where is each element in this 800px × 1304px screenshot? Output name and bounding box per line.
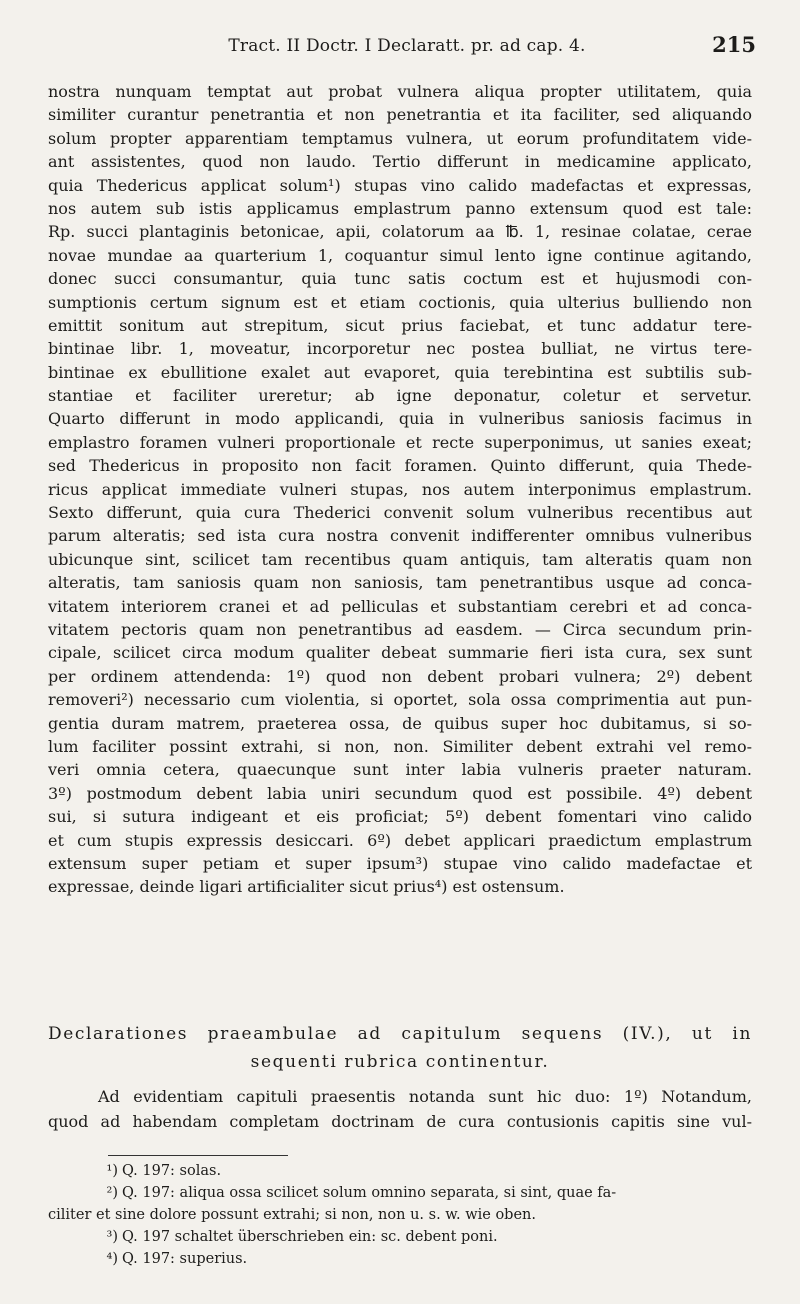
text-line: removeri²) necessario cum violentia, si oportet, sola ossa comprimentia aut pun- — [48, 690, 752, 710]
text-line: bintinae libr. 1, moveatur, incorporetur nec postea bulliat, ne virtus tere- — [48, 339, 752, 359]
footnote-line — [48, 1160, 752, 1182]
footnote-rule — [108, 1155, 288, 1156]
text-line: expressae, deinde ligari artificialiter sicut prius⁴) est ostensum. — [48, 877, 565, 897]
text-line: parum alteratis; sed ista cura nostra convenit indifferenter omnibus vulneribus — [48, 526, 752, 546]
text-line: novae mundae aa quarterium 1, coquantur simul lento igne continue agitando, — [48, 245, 752, 265]
text-line: per ordinem attendenda: 1º) quod non debent probari vulnera; 2º) debent — [48, 666, 752, 686]
text-line: nos autem sub istis applicamus emplastrum panno extensum quod est tale: — [48, 198, 752, 218]
text-line: ant assistentes, quod non laudo. Tertio differunt in medicamine applicato, — [48, 152, 752, 172]
text-line: sui, si sutura indigeant et eis proficiat; 5º) debent fomentari vino calido — [48, 807, 752, 827]
text-line: emplastro foramen vulneri proportionale et recte superponimus, ut sanies exeat; — [48, 432, 752, 452]
text-line: stantiae et faciliter ureretur; ab igne deponatur, coletur et servetur. — [48, 386, 752, 406]
footnote-mark: ⁴) — [106, 1251, 118, 1267]
section-heading — [48, 1020, 752, 1076]
footnote-text: Q. 197: aliqua ossa scilicet solum omnino separata, si sint, quae fa- — [122, 1185, 617, 1201]
footnote-line — [48, 1204, 752, 1226]
footnotes — [48, 1160, 752, 1270]
text-line: Rp. succi plantaginis betonicae, apii, colatorum aa ℔. 1, resinae colatae, cerae — [48, 222, 752, 242]
text-line: similiter curantur penetrantia et non penetrantia et ita faciliter, sed aliquando — [48, 105, 752, 125]
page-header — [58, 32, 756, 66]
text-line: veri omnia cetera, quaecunque sunt inter labia vulneris praeter naturam. — [48, 760, 752, 780]
text-line: gentia duram matrem, praeterea ossa, de quibus super hoc dubitamus, si so- — [48, 713, 752, 733]
page-number: 215 — [712, 32, 756, 57]
text-line: cipale, scilicet circa modum qualiter debeat summarie fieri ista cura, sex sunt — [48, 643, 752, 663]
text-line: ubicunque sint, scilicet tam recentibus quam antiquis, tam alteratis quam non — [48, 549, 752, 569]
text-line: quod ad habendam completam doctrinam de cura contusionis capitis sine vul- — [48, 1112, 752, 1131]
footnote-line — [48, 1226, 752, 1248]
footnote-text: Q. 197: superius. — [122, 1251, 248, 1267]
text-line: extensum super petiam et super ipsum³) stupae vino calido madefactae et — [48, 853, 752, 873]
heading-line: Declarationes praeambulae ad capitulum sequens (IV.), ut in — [48, 1024, 752, 1044]
footnote-line — [48, 1182, 752, 1204]
text-line: Quarto differunt in modo applicandi, quia in vulneribus saniosis facimus in — [48, 409, 752, 429]
footnote-text: Q. 197 schaltet überschrieben ein: sc. debent poni. — [122, 1229, 498, 1245]
text-line: et cum stupis expressis desiccari. 6º) debet applicari praedictum emplastrum — [48, 830, 752, 850]
text-line: sumptionis certum signum est et etiam coctionis, quia ulterius bulliendo non — [48, 292, 752, 312]
text-line: sed Thedericus in proposito non facit foramen. Quinto differunt, quia Thede- — [48, 456, 752, 476]
text-line: solum propter apparentiam temptamus vulnera, ut eorum profunditatem vide- — [48, 128, 752, 148]
footnote-text: Q. 197: solas. — [122, 1163, 222, 1179]
text-line: bintinae ex ebullitione exalet aut evaporet, quia terebintina est subtilis sub- — [48, 362, 752, 382]
intro-paragraph — [48, 1084, 752, 1134]
footnote-text: ciliter et sine dolore possunt extrahi; si non, non u. s. w. wie oben. — [48, 1207, 536, 1223]
text-line: vitatem pectoris quam non penetrantibus ad easdem. — Circa secundum prin- — [48, 619, 752, 639]
text-line: Sexto differunt, quia cura Thederici convenit solum vulneribus recentibus aut — [48, 503, 752, 523]
text-line: quia Thedericus applicat solum¹) stupas vino calido madefactas et expressas, — [48, 175, 752, 195]
text-line: nostra nunquam temptat aut probat vulnera aliqua propter utilitatem, quia — [48, 82, 752, 101]
text-line: donec succi consumantur, quia tunc satis coctum est et hujusmodi con- — [48, 269, 752, 289]
running-head: Tract. II Doctr. I Declaratt. pr. ad cap. 4. — [228, 36, 586, 56]
text-line: Ad evidentiam capituli praesentis notanda sunt hic duo: 1º) Notandum, — [98, 1087, 752, 1106]
text-line: alteratis, tam saniosis quam non saniosis, tam penetrantibus usque ad conca- — [48, 573, 752, 593]
footnote-line — [48, 1248, 752, 1270]
text-line: 3º) postmodum debent labia uniri secundum quod est possibile. 4º) debent — [48, 783, 752, 803]
footnote-mark: ²) — [106, 1185, 118, 1201]
heading-line: sequenti rubrica continentur. — [250, 1052, 550, 1072]
text-line: ricus applicat immediate vulneri stupas, nos autem interponimus emplastrum. — [48, 479, 752, 499]
text-line: emittit sonitum aut strepitum, sicut prius faciebat, et tunc addatur tere- — [48, 315, 752, 335]
footnote-mark: ³) — [106, 1229, 118, 1245]
text-line: vitatem interiorem cranei et ad pelliculas et substantiam cerebri et ad conca- — [48, 596, 752, 616]
text-line: lum faciliter possint extrahi, si non, non. Similiter debent extrahi vel remo- — [48, 736, 752, 756]
footnote-mark: ¹) — [106, 1163, 118, 1179]
body-text — [48, 80, 752, 899]
